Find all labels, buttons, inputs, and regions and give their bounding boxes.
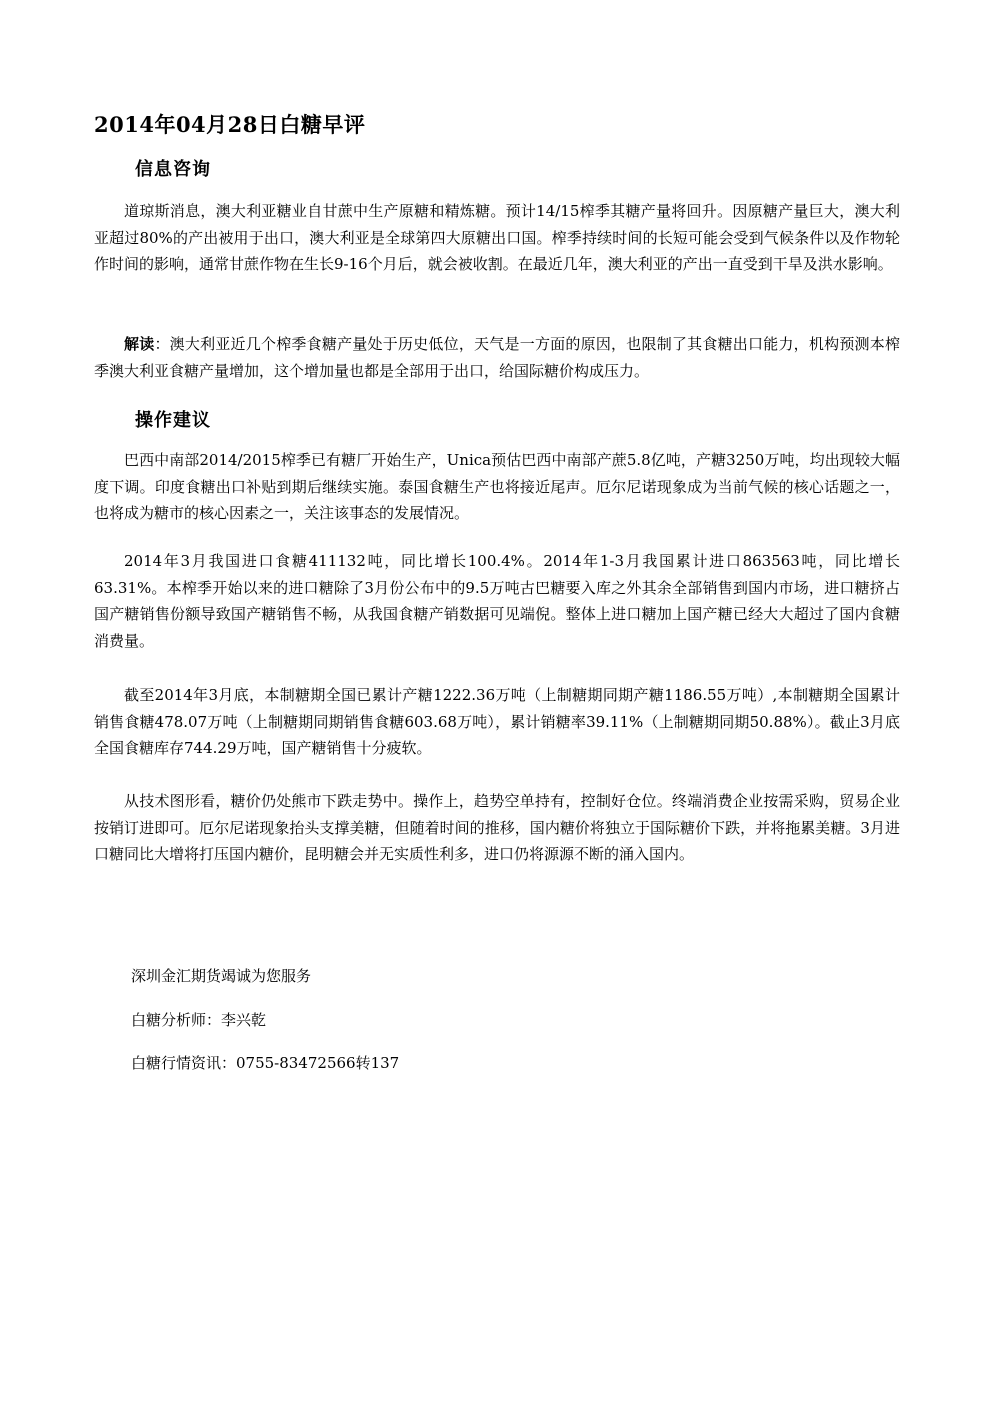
- advice-paragraph-3: 截至2014年3月底，本制糖期全国已累计产糖1222.36万吨（上制糖期同期产糖1186.55万吨）,本制糖期全国累计销售食糖478.07万吨（上制糖期同期销售食糖603.68万吨），累计销糖率39.11%（上制糖期同期50.88%）。截止3月底全国食糖库存744.29万吨，国产糖销售十分疲软。: [94, 686, 900, 757]
- document-title: 2014年04月28日白糖早评: [94, 112, 366, 137]
- info-paragraph: 道琼斯消息，澳大利亚糖业自甘蔗中生产原糖和精炼糖。预计14/15榨季其糖产量将回升。因原糖产量巨大，澳大利亚超过80%的产出被用于出口，澳大利亚是全球第四大原糖出口国。榨季持续时间的长短可能会受到气候条件以及作物轮作时间的影响，通常甘蔗作物在生长9-16个月后，就会被收割。在最近几年，澳大利亚的产出一直受到干旱及洪水影响。: [94, 202, 900, 273]
- section-heading-info: 信息咨询: [135, 159, 211, 180]
- interpretation-text: ：澳大利亚近几个榨季食糖产量处于历史低位，天气是一方面的原因，也限制了其食糖出口能力，机构预测本榨季澳大利亚食糖产量增加，这个增加量也都是全部用于出口，给国际糖价构成压力。: [94, 335, 900, 380]
- advice-paragraph-4: 从技术图形看，糖价仍处熊市下跌走势中。操作上，趋势空单持有，控制好仓位。终端消费企业按需采购，贸易企业按销订进即可。厄尔尼诺现象抬头支撑美糖，但随着时间的推移，国内糖价将独立于国际糖价下跌，并将拖累美糖。3月进口糖同比大增将打压国内糖价，昆明糖会并无实质性利多，进口仍将源源不断的涌入国内。: [94, 792, 900, 863]
- signature-analyst: 白糖分析师：李兴乾: [131, 1011, 267, 1029]
- signature-company: 深圳金汇期货竭诚为您服务: [131, 967, 312, 985]
- advice-paragraph-2: 2014年3月我国进口食糖411132吨，同比增长100.4%。2014年1-3月我国累计进口863563吨，同比增长63.31%。本榨季开始以来的进口糖除了3月份公布中的9.5万吨古巴糖要入库之外其余全部销售到国内市场，进口糖挤占国产糖销售份额导致国产糖销售不畅，从我国食糖产销数据可见端倪。整体上进口糖加上国产糖已经大大超过了国内食糖消费量。: [94, 552, 900, 650]
- signature-contact: 白糖行情资讯：0755-83472566转137: [131, 1054, 400, 1072]
- advice-paragraph-1: 巴西中南部2014/2015榨季已有糖厂开始生产，Unica预估巴西中南部产蔗5.8亿吨，产糖3250万吨，均出现较大幅度下调。印度食糖出口补贴到期后继续实施。泰国食糖生产也将接近尾声。厄尔尼诺现象成为当前气候的核心话题之一，也将成为糖市的核心因素之一，关注该事态的发展情况。: [94, 451, 900, 522]
- interpretation-paragraph: [94, 331, 900, 384]
- interpretation-label: 解读: [124, 335, 155, 353]
- section-heading-advice: 操作建议: [135, 410, 211, 431]
